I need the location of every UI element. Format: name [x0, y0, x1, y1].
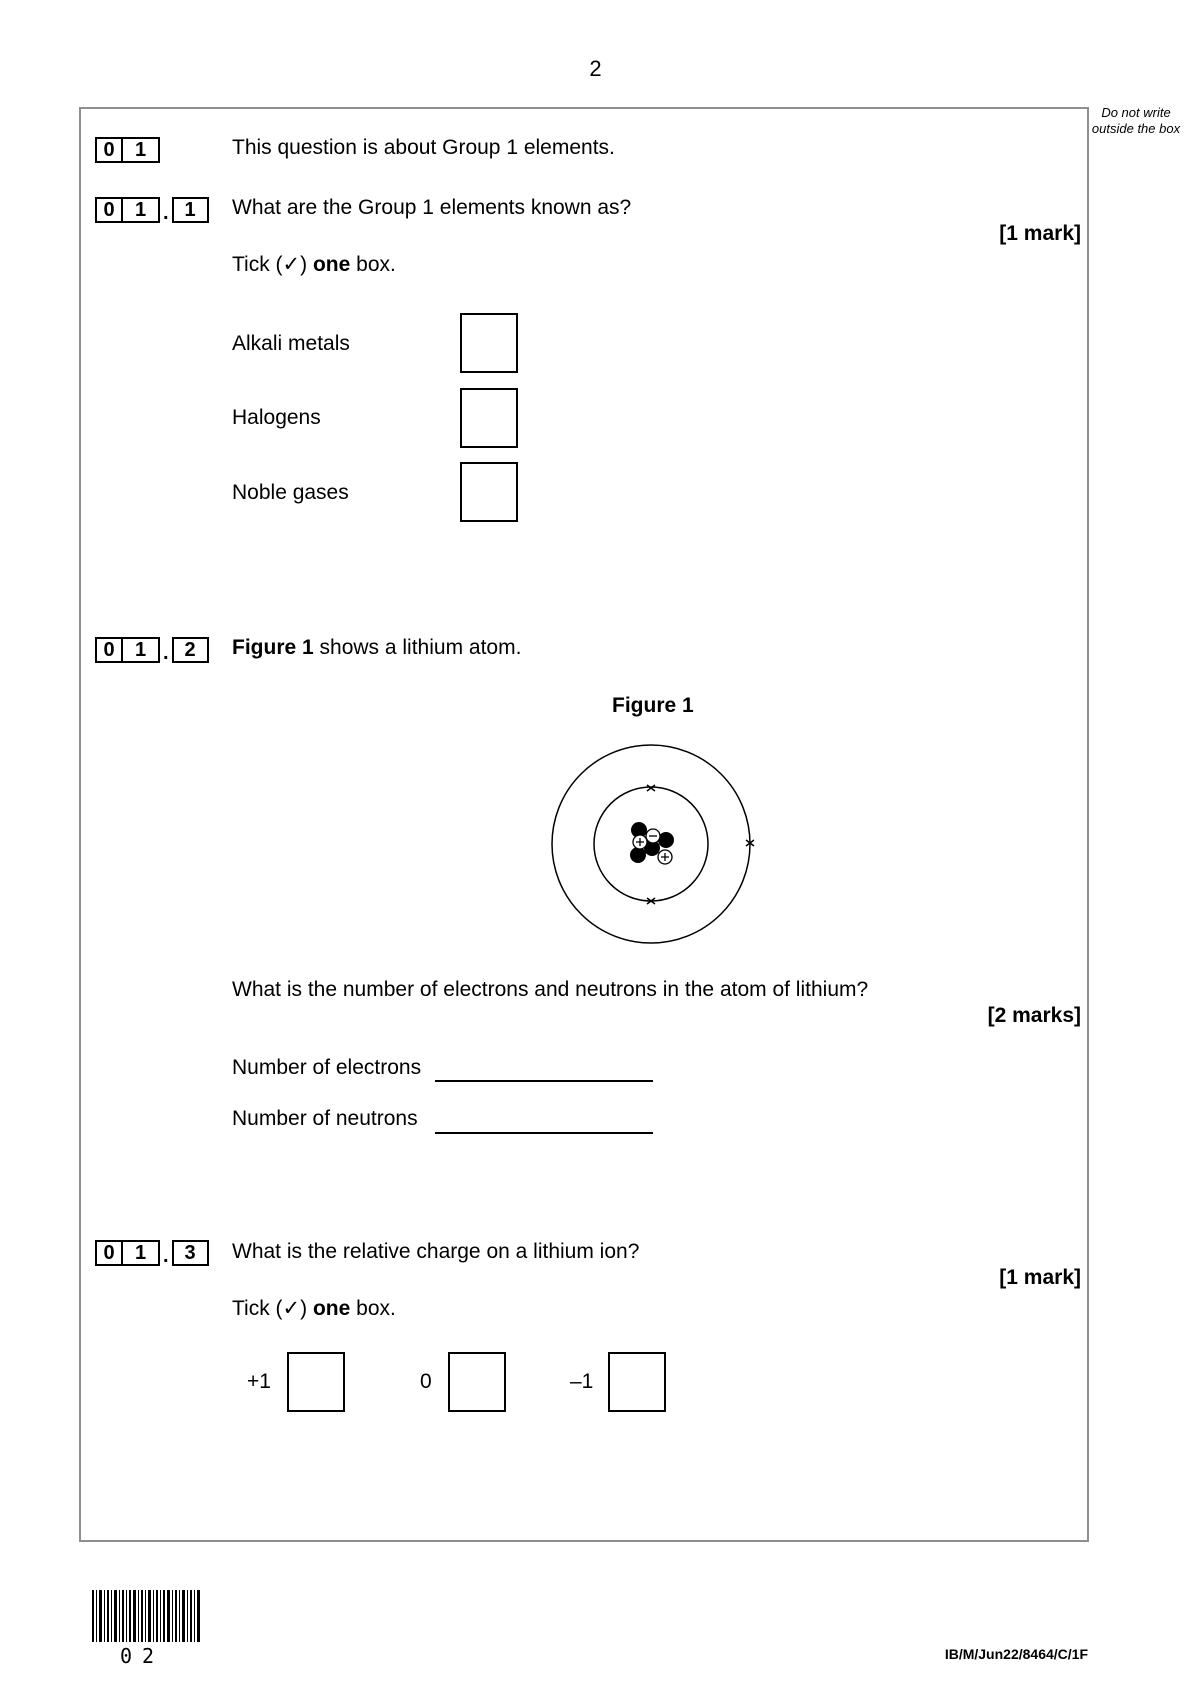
tick-box-halogens[interactable] [460, 388, 518, 448]
electron-mark [647, 785, 655, 791]
qnum-digit: 1 [172, 197, 209, 223]
answer-label-electrons: Number of electrons [232, 1056, 422, 1079]
qnum-digit: 0 [95, 637, 123, 663]
option-label-noble-gases: Noble gases [232, 481, 349, 504]
question-text-01-2: Figure 1 shows a lithium atom. [232, 636, 522, 659]
option-label-zero: 0 [420, 1370, 432, 1393]
margin-note: Do not write outside the box [1091, 105, 1181, 136]
question-text-01-3: What is the relative charge on a lithium ion? [232, 1240, 640, 1263]
option-label-alkali-metals: Alkali metals [232, 332, 350, 355]
question-text-01-1: What are the Group 1 elements known as? [232, 196, 632, 219]
option-label-minus-one: –1 [570, 1370, 594, 1393]
option-label-plus-one: +1 [247, 1370, 271, 1393]
marks-01-1: [1 mark] [999, 222, 1081, 245]
question-number-01-2: 0 1 . 2 [95, 633, 209, 663]
paper-reference: IB/M/Jun22/8464/C/1F [944, 1646, 1088, 1662]
qnum-digit: 2 [172, 637, 209, 663]
barcode [92, 1590, 200, 1642]
qnum-digit: 1 [123, 197, 160, 223]
qnum-digit: 3 [172, 1240, 209, 1266]
qnum-digit: 0 [95, 137, 123, 163]
tick-box-alkali-metals[interactable] [460, 313, 518, 373]
marks-01-2: [2 marks] [987, 1004, 1081, 1027]
tick-box-plus-one[interactable] [287, 1352, 345, 1412]
tick-box-noble-gases[interactable] [460, 462, 518, 522]
marks-01-3: [1 mark] [999, 1266, 1081, 1289]
qnum-digit: 1 [123, 137, 160, 163]
figure-title: Figure 1 [612, 694, 694, 717]
instruction-01-3: Tick (✓) one box. [232, 1297, 396, 1320]
answer-line-neutrons[interactable] [435, 1108, 653, 1134]
answer-label-neutrons: Number of neutrons [232, 1107, 418, 1130]
question-number-01 [95, 133, 160, 163]
tick-box-zero[interactable] [448, 1352, 506, 1412]
lithium-atom-diagram [545, 738, 765, 948]
tick-box-minus-one[interactable] [608, 1352, 666, 1412]
qnum-digit: 0 [95, 1240, 123, 1266]
question-text-01-2b: What is the number of electrons and neutrons in the atom of lithium? [232, 978, 869, 1001]
barcode-digits: 02 [120, 1644, 165, 1668]
qnum-digit: 0 [95, 197, 123, 223]
question-number-01-3: 0 1 . 3 [95, 1236, 209, 1266]
option-label-halogens: Halogens [232, 406, 321, 429]
question-intro: This question is about Group 1 elements. [232, 136, 615, 159]
answer-line-electrons[interactable] [435, 1056, 653, 1082]
neutron [630, 847, 646, 863]
question-number-01-1: 0 1 . 1 [95, 193, 209, 223]
qnum-digit: 1 [123, 1240, 160, 1266]
qnum-digit: 1 [123, 637, 160, 663]
page-number: 2 [589, 56, 602, 81]
instruction-01-1: Tick (✓) one box. [232, 253, 396, 276]
nucleus [630, 822, 674, 864]
